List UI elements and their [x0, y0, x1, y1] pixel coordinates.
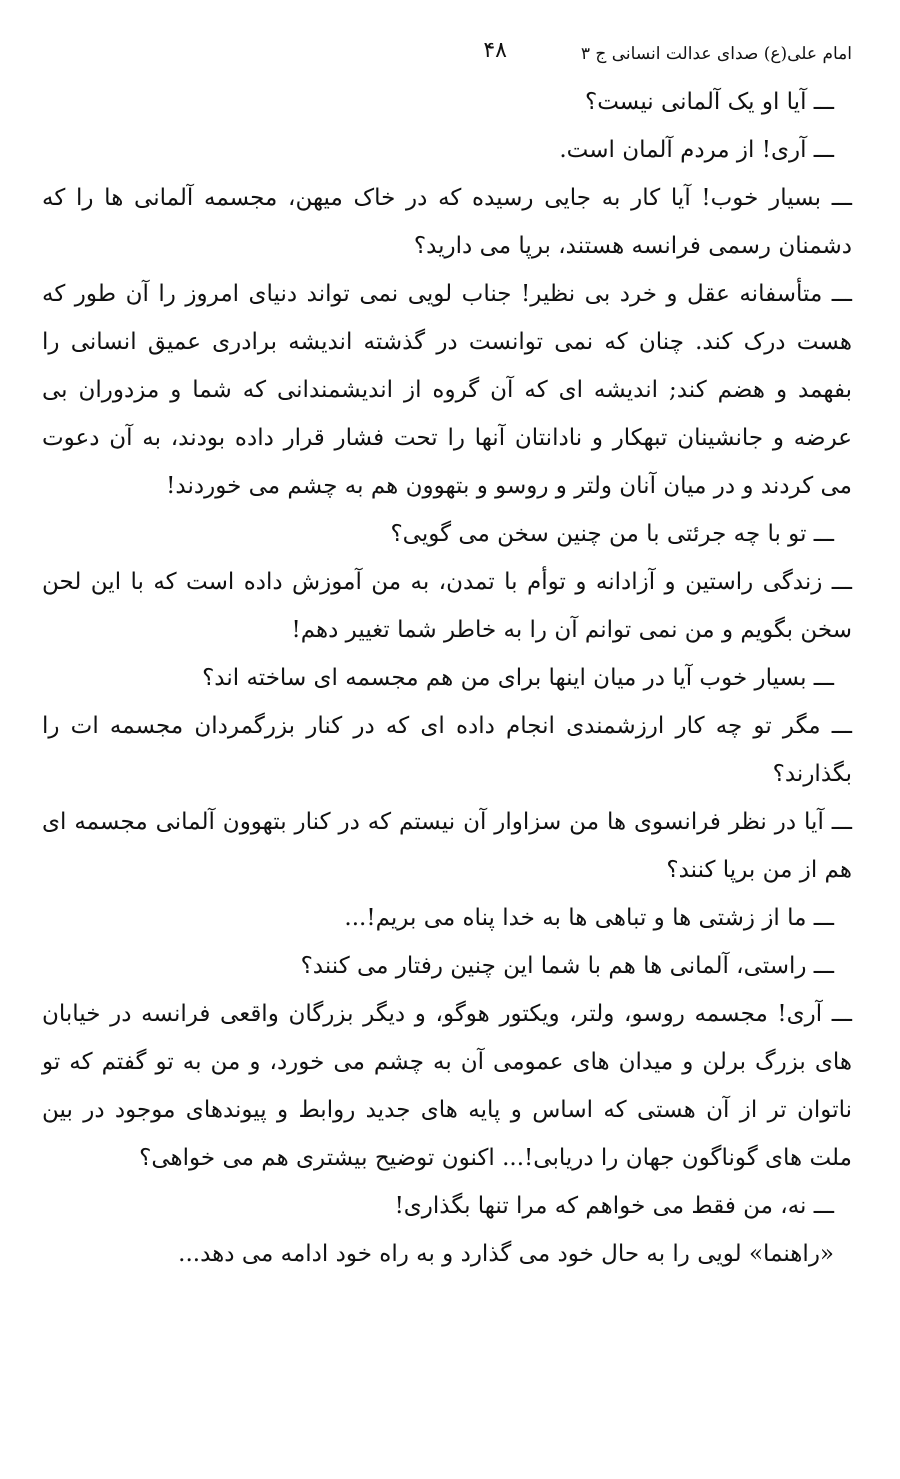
dialogue-paragraph: ـــ بسیار خوب آیا در میان اینها برای من هم مجسمه ای ساخته اند؟ [202, 665, 834, 691]
dialogue-paragraph: ـــ نه، من فقط می خواهم که مرا تنها بگذاری! [394, 1193, 834, 1219]
book-page [42, 28, 852, 1448]
dialogue-paragraph: ـــ راستی، آلمانی ها هم با شما این چنین رفتار می کنند؟ [300, 953, 834, 979]
dialogue-paragraph: ـــ ما از زشتی ها و تباهی ها به خدا پناه می بریم!... [344, 905, 834, 931]
narration-paragraph: «راهنما» لویی را به حال خود می گذارد و به راه خود ادامه می دهد... [178, 1241, 834, 1267]
dialogue-paragraph: ـــ آیا در نظر فرانسوی ها من سزاوار آن نیستم که در کنار بتهوون آلمانی مجسمه ای هم از من برپا کنند؟ [42, 809, 852, 883]
page-number: ۴۸ [483, 38, 507, 63]
body-text [42, 78, 852, 1278]
book-title: امام علی(ع) صدای عدالت انسانی ج ۳ [580, 44, 852, 64]
page-header [42, 28, 852, 72]
dialogue-paragraph: ـــ آری! مجسمه روسو، ولتر، ویکتور هوگو، و دیگر بزرگان واقعی فرانسه در خیابان های بزرگ برلن و میدان های عمومی آن به چشم می خورد، و من به تو گفتم که تو ناتوان تر از آن هستی که اساس و پایه های جدید روابط و پیوندهای موجود در بین ملت های گوناگون جهان را دریابی!... اکنون توضیح بیشتری هم می خواهی؟ [42, 1001, 852, 1171]
dialogue-paragraph: ـــ متأسفانه عقل و خرد بی نظیر! جناب لویی نمی تواند دنیای امروز را آن طور که هست درک کند. چنان که نمی توانست در گذشته اندیشه برادری عمیق انسانی را بفهمد و هضم کند; اندیشه ای که آن گروه از اندیشمندانی که شما و مزدوران بی عرضه و جانشینان تبهکار و نادانتان آنها را تحت فشار قرار داده بودند، به آن دعوت می کردند و در میان آنان ولتر و روسو و بتهوون هم به چشم می خوردند! [42, 281, 852, 499]
dialogue-paragraph: ـــ تو با چه جرئتی با من چنین سخن می گویی؟ [390, 521, 834, 547]
dialogue-paragraph: ـــ آری! از مردم آلمان است. [559, 137, 834, 163]
dialogue-paragraph: ـــ زندگی راستین و آزادانه و توأم با تمدن، به من آموزش داده است که با این لحن سخن بگویم و من نمی توانم آن را به خاطر شما تغییر دهم! [42, 569, 852, 643]
dialogue-paragraph: ـــ آیا او یک آلمانی نیست؟ [585, 89, 834, 115]
dialogue-paragraph: ـــ مگر تو چه کار ارزشمندی انجام داده ای که در کنار بزرگمردان مجسمه ات را بگذارند؟ [42, 713, 852, 787]
dialogue-paragraph: ـــ بسیار خوب! آیا کار به جایی رسیده که در خاک میهن، مجسمه آلمانی ها را که دشمنان رسمی فرانسه هستند، برپا می دارید؟ [42, 185, 852, 259]
